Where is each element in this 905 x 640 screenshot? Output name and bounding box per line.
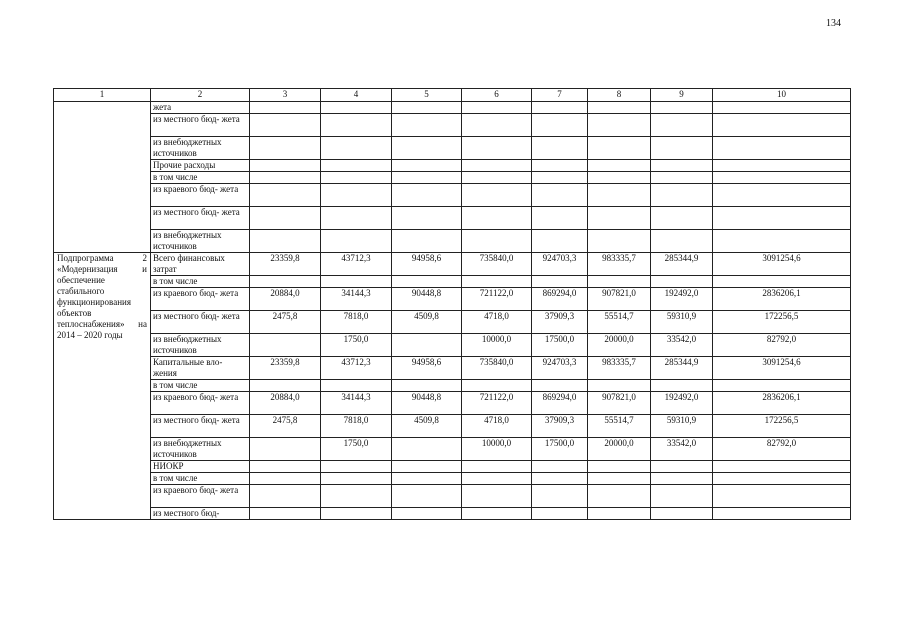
- row-label: Капитальные вло- жения: [151, 357, 250, 380]
- column-header: 8: [588, 89, 651, 102]
- value-cell: 2836206,1: [713, 392, 851, 415]
- row-label: жета: [151, 102, 250, 114]
- table-row: [54, 508, 851, 520]
- value-cell: 983335,7: [588, 253, 651, 276]
- value-cell: 20884,0: [250, 392, 321, 415]
- value-cell: [462, 172, 532, 184]
- row-label: в том числе: [151, 276, 250, 288]
- value-cell: [588, 485, 651, 508]
- value-cell: 3091254,6: [713, 357, 851, 380]
- value-cell: [321, 276, 392, 288]
- value-cell: [392, 334, 462, 357]
- column-header: 6: [462, 89, 532, 102]
- row-label: из внебюджетных источников: [151, 438, 250, 461]
- table-row: [54, 380, 851, 392]
- value-cell: [588, 380, 651, 392]
- value-cell: [392, 276, 462, 288]
- value-cell: [713, 508, 851, 520]
- program-block: [54, 253, 851, 520]
- value-cell: 43712,3: [321, 357, 392, 380]
- value-cell: [713, 473, 851, 485]
- table-row: [54, 288, 851, 311]
- value-cell: [532, 160, 588, 172]
- value-cell: 924703,3: [532, 357, 588, 380]
- value-cell: 4718,0: [462, 311, 532, 334]
- value-cell: [392, 473, 462, 485]
- page-number: 134: [826, 18, 841, 29]
- value-cell: [713, 461, 851, 473]
- value-cell: 192492,0: [651, 288, 713, 311]
- value-cell: [651, 276, 713, 288]
- table-row: [54, 392, 851, 415]
- table-row: [54, 230, 851, 253]
- value-cell: 172256,5: [713, 415, 851, 438]
- table-row: [54, 207, 851, 230]
- value-cell: [321, 508, 392, 520]
- column-header: 1: [54, 89, 151, 102]
- value-cell: [250, 207, 321, 230]
- table-row: [54, 253, 851, 276]
- value-cell: [392, 114, 462, 137]
- value-cell: [250, 184, 321, 207]
- column-header: 5: [392, 89, 462, 102]
- value-cell: [250, 230, 321, 253]
- value-cell: [250, 485, 321, 508]
- value-cell: 983335,7: [588, 357, 651, 380]
- row-label: из краевого бюд- жета: [151, 485, 250, 508]
- value-cell: 735840,0: [462, 253, 532, 276]
- value-cell: [250, 438, 321, 461]
- value-cell: [321, 473, 392, 485]
- row-label: из краевого бюд- жета: [151, 392, 250, 415]
- value-cell: [462, 508, 532, 520]
- table-row: [54, 311, 851, 334]
- value-cell: 82792,0: [713, 334, 851, 357]
- value-cell: [462, 473, 532, 485]
- value-cell: 20884,0: [250, 288, 321, 311]
- value-cell: 59310,9: [651, 415, 713, 438]
- value-cell: [250, 276, 321, 288]
- value-cell: [532, 276, 588, 288]
- value-cell: [462, 102, 532, 114]
- value-cell: [462, 137, 532, 160]
- value-cell: [651, 380, 713, 392]
- value-cell: [392, 438, 462, 461]
- value-cell: [392, 461, 462, 473]
- value-cell: [713, 230, 851, 253]
- value-cell: [713, 102, 851, 114]
- value-cell: [713, 485, 851, 508]
- value-cell: 924703,3: [532, 253, 588, 276]
- row-label: из местного бюд-: [151, 508, 250, 520]
- value-cell: [321, 160, 392, 172]
- value-cell: [532, 172, 588, 184]
- value-cell: [392, 137, 462, 160]
- value-cell: [250, 137, 321, 160]
- value-cell: [392, 172, 462, 184]
- value-cell: 82792,0: [713, 438, 851, 461]
- value-cell: [462, 276, 532, 288]
- table-row: [54, 137, 851, 160]
- column-header: 3: [250, 89, 321, 102]
- row-label: из краевого бюд- жета: [151, 184, 250, 207]
- value-cell: 4509,8: [392, 311, 462, 334]
- value-cell: [392, 184, 462, 207]
- table-row: [54, 276, 851, 288]
- value-cell: [250, 334, 321, 357]
- table-row: [54, 438, 851, 461]
- table-row: [54, 415, 851, 438]
- value-cell: [713, 276, 851, 288]
- value-cell: [532, 137, 588, 160]
- value-cell: [321, 461, 392, 473]
- value-cell: 7818,0: [321, 311, 392, 334]
- value-cell: [651, 172, 713, 184]
- value-cell: 55514,7: [588, 415, 651, 438]
- value-cell: [651, 114, 713, 137]
- value-cell: 2475,8: [250, 311, 321, 334]
- value-cell: [588, 137, 651, 160]
- column-header: 10: [713, 89, 851, 102]
- value-cell: [651, 485, 713, 508]
- value-cell: [713, 207, 851, 230]
- value-cell: [321, 114, 392, 137]
- budget-table: [53, 88, 851, 520]
- column-header: 2: [151, 89, 250, 102]
- value-cell: 23359,8: [250, 253, 321, 276]
- value-cell: 94958,6: [392, 253, 462, 276]
- value-cell: [588, 114, 651, 137]
- value-cell: [532, 380, 588, 392]
- value-cell: [651, 473, 713, 485]
- value-cell: [392, 160, 462, 172]
- value-cell: [588, 184, 651, 207]
- row-label: НИОКР: [151, 461, 250, 473]
- value-cell: [713, 172, 851, 184]
- value-cell: 37909,3: [532, 415, 588, 438]
- value-cell: 17500,0: [532, 334, 588, 357]
- value-cell: [392, 508, 462, 520]
- value-cell: [462, 461, 532, 473]
- value-cell: [321, 207, 392, 230]
- column-header: 7: [532, 89, 588, 102]
- value-cell: [651, 508, 713, 520]
- value-cell: [462, 380, 532, 392]
- value-cell: [532, 461, 588, 473]
- value-cell: [250, 114, 321, 137]
- value-cell: [532, 508, 588, 520]
- value-cell: 10000,0: [462, 438, 532, 461]
- value-cell: [462, 230, 532, 253]
- value-cell: 34144,3: [321, 288, 392, 311]
- value-cell: [588, 473, 651, 485]
- value-cell: [713, 114, 851, 137]
- table-row: [54, 473, 851, 485]
- row-label: из краевого бюд- жета: [151, 288, 250, 311]
- value-cell: [651, 137, 713, 160]
- value-cell: [250, 473, 321, 485]
- value-cell: [321, 184, 392, 207]
- table-row: [54, 102, 851, 114]
- value-cell: [651, 461, 713, 473]
- value-cell: [532, 230, 588, 253]
- value-cell: [588, 461, 651, 473]
- value-cell: [588, 508, 651, 520]
- row-label: из внебюджетных источников: [151, 230, 250, 253]
- value-cell: [713, 137, 851, 160]
- value-cell: 7818,0: [321, 415, 392, 438]
- value-cell: 907821,0: [588, 392, 651, 415]
- value-cell: [250, 461, 321, 473]
- value-cell: 20000,0: [588, 438, 651, 461]
- value-cell: [532, 102, 588, 114]
- row-label: из местного бюд- жета: [151, 207, 250, 230]
- row-label: в том числе: [151, 473, 250, 485]
- value-cell: 1750,0: [321, 438, 392, 461]
- table-row: [54, 160, 851, 172]
- value-cell: [462, 114, 532, 137]
- column-header: 9: [651, 89, 713, 102]
- value-cell: [250, 508, 321, 520]
- row-label: из внебюджетных источников: [151, 137, 250, 160]
- value-cell: 37909,3: [532, 311, 588, 334]
- table-row: [54, 184, 851, 207]
- value-cell: [651, 160, 713, 172]
- value-cell: [250, 380, 321, 392]
- value-cell: [250, 160, 321, 172]
- value-cell: 285344,9: [651, 253, 713, 276]
- row-label: из местного бюд- жета: [151, 311, 250, 334]
- value-cell: [588, 102, 651, 114]
- row-label: из местного бюд- жета: [151, 415, 250, 438]
- value-cell: 10000,0: [462, 334, 532, 357]
- value-cell: 23359,8: [250, 357, 321, 380]
- value-cell: 17500,0: [532, 438, 588, 461]
- value-cell: 907821,0: [588, 288, 651, 311]
- value-cell: [321, 172, 392, 184]
- program-name-cell: Подпрограмма 2 «Модернизация и обеспечение стабильного функционирования объектов теплоснабжения» на 2014 – 2020 годы: [54, 253, 151, 520]
- value-cell: 34144,3: [321, 392, 392, 415]
- value-cell: [462, 160, 532, 172]
- header-row: [54, 89, 851, 102]
- value-cell: 90448,8: [392, 288, 462, 311]
- table-row: [54, 334, 851, 357]
- row-label: в том числе: [151, 172, 250, 184]
- row-label: из местного бюд- жета: [151, 114, 250, 137]
- value-cell: 721122,0: [462, 288, 532, 311]
- value-cell: [588, 276, 651, 288]
- table-row: [54, 357, 851, 380]
- value-cell: [532, 184, 588, 207]
- value-cell: [713, 160, 851, 172]
- value-cell: [588, 230, 651, 253]
- value-cell: [392, 380, 462, 392]
- row-label: Всего финансовых затрат: [151, 253, 250, 276]
- program-name-cell: [54, 102, 151, 253]
- value-cell: [532, 473, 588, 485]
- value-cell: [321, 230, 392, 253]
- value-cell: [321, 485, 392, 508]
- value-cell: 94958,6: [392, 357, 462, 380]
- previous-block: [54, 102, 851, 253]
- table-row: [54, 461, 851, 473]
- value-cell: 2475,8: [250, 415, 321, 438]
- value-cell: [321, 137, 392, 160]
- value-cell: 172256,5: [713, 311, 851, 334]
- value-cell: [321, 102, 392, 114]
- value-cell: 4509,8: [392, 415, 462, 438]
- value-cell: [532, 207, 588, 230]
- value-cell: [651, 184, 713, 207]
- value-cell: 869294,0: [532, 392, 588, 415]
- value-cell: [462, 184, 532, 207]
- row-label: из внебюджетных источников: [151, 334, 250, 357]
- value-cell: [462, 207, 532, 230]
- value-cell: 59310,9: [651, 311, 713, 334]
- value-cell: 33542,0: [651, 438, 713, 461]
- value-cell: [713, 184, 851, 207]
- value-cell: [651, 102, 713, 114]
- value-cell: 33542,0: [651, 334, 713, 357]
- value-cell: 721122,0: [462, 392, 532, 415]
- row-label: в том числе: [151, 380, 250, 392]
- value-cell: [713, 380, 851, 392]
- value-cell: 20000,0: [588, 334, 651, 357]
- value-cell: 192492,0: [651, 392, 713, 415]
- value-cell: [532, 114, 588, 137]
- value-cell: 4718,0: [462, 415, 532, 438]
- table-row: [54, 114, 851, 137]
- value-cell: 3091254,6: [713, 253, 851, 276]
- value-cell: [250, 102, 321, 114]
- value-cell: [532, 485, 588, 508]
- value-cell: 43712,3: [321, 253, 392, 276]
- value-cell: 90448,8: [392, 392, 462, 415]
- value-cell: [588, 172, 651, 184]
- value-cell: [321, 380, 392, 392]
- value-cell: [651, 207, 713, 230]
- value-cell: 285344,9: [651, 357, 713, 380]
- value-cell: 869294,0: [532, 288, 588, 311]
- value-cell: [392, 485, 462, 508]
- value-cell: 1750,0: [321, 334, 392, 357]
- table-row: [54, 172, 851, 184]
- value-cell: [392, 102, 462, 114]
- value-cell: 735840,0: [462, 357, 532, 380]
- value-cell: [588, 207, 651, 230]
- column-header: 4: [321, 89, 392, 102]
- value-cell: [250, 172, 321, 184]
- value-cell: [651, 230, 713, 253]
- value-cell: [392, 230, 462, 253]
- value-cell: [392, 207, 462, 230]
- value-cell: [462, 485, 532, 508]
- value-cell: 55514,7: [588, 311, 651, 334]
- value-cell: [588, 160, 651, 172]
- table-row: [54, 485, 851, 508]
- value-cell: 2836206,1: [713, 288, 851, 311]
- row-label: Прочие расходы: [151, 160, 250, 172]
